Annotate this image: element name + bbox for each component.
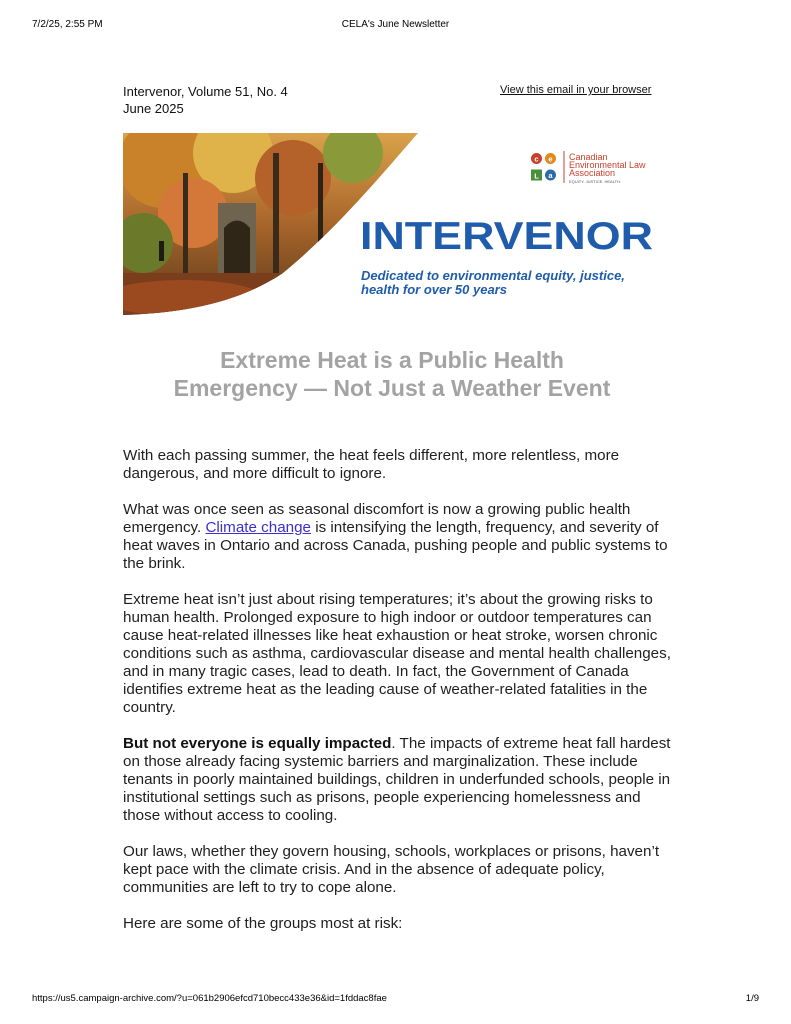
climate-change-link[interactable]: Climate change xyxy=(205,519,311,536)
paragraph-1: With each passing summer, the heat feels different, more relentless, more dangerous, and more difficult to ignore. xyxy=(123,447,620,482)
headline-line2: Emergency — Not Just a Weather Event xyxy=(173,375,611,401)
logo-letter-c: c xyxy=(534,154,539,164)
org-name-line3: Association xyxy=(569,168,616,178)
org-name-line2: Environmental Law xyxy=(569,160,646,170)
page-number: 1/9 xyxy=(745,993,759,1004)
cela-logo xyxy=(531,151,646,184)
logo-letter-e: e xyxy=(548,154,553,164)
article-body xyxy=(123,447,673,951)
paragraph-2-intro: What was once seen as seasonal discomfort is now a growing public health emergency. xyxy=(123,501,631,536)
issue-info xyxy=(123,83,288,117)
view-in-browser-link[interactable]: View this email in your browser xyxy=(500,84,652,96)
paragraph-4-emphasis: But not everyone is equally impacted xyxy=(123,735,392,752)
print-header xyxy=(0,19,791,33)
paragraph-2-rest: is intensifying the length, frequency, and severity of heat waves in Ontario and across Canada, pushing people and public systems to the brink. xyxy=(123,519,668,572)
print-url: https://us5.campaign-archive.com/?u=061b2906efcd710becc433e36&id=1fddac8fae xyxy=(32,993,387,1004)
org-tagline: EQUITY. JUSTICE. HEALTH. xyxy=(569,179,622,184)
print-footer xyxy=(0,993,791,1007)
paragraph-3: Extreme heat isn’t just about rising temperatures; it’s about the growing risks to human health. Prolonged exposure to high indoor or outdoor temperatures can cause heat-related illnesses like heat exhaustion or heat stroke, worsen chronic conditions such as asthma, cardiovascular disease and mental health challenges, and in many tragic cases, lead to death. In fact, the Government of Canada identifies extreme heat as the leading cause of weather-related fatalities in the country. xyxy=(123,591,671,716)
print-datetime: 7/2/25, 2:55 PM xyxy=(32,19,103,30)
banner-subtitle-line2: health for over 50 years xyxy=(361,282,507,297)
banner-title: INTERVENOR xyxy=(360,215,653,258)
banner-subtitle-line1: Dedicated to environmental equity, justice, xyxy=(361,268,625,283)
issue-date: June 2025 xyxy=(123,101,184,116)
logo-letter-a: a xyxy=(548,171,553,180)
paragraph-5: Our laws, whether they govern housing, schools, workplaces or prisons, haven’t kept pace with the climate crisis. And in the absence of adequate policy, communities are left to try to cope alone. xyxy=(123,843,660,896)
headline-line1: Extreme Heat is a Public Health xyxy=(220,347,564,373)
paragraph-2 xyxy=(123,501,673,573)
article-headline xyxy=(123,346,661,402)
paragraph-6: Here are some of the groups most at risk: xyxy=(123,915,403,932)
print-document-title: CELA's June Newsletter xyxy=(341,19,450,30)
org-name-line1: Canadian xyxy=(569,152,608,162)
banner-graphic xyxy=(123,133,661,315)
issue-volume: Intervenor, Volume 51, No. 4 xyxy=(123,84,288,99)
intervenor-banner xyxy=(123,133,661,315)
paragraph-4-rest: . The impacts of extreme heat fall hardest on those already facing systemic barriers and marginalization. These include tenants in poorly maintained buildings, children in underfunded schools, people in institutional settings such as prisons, people experiencing homelessness and those without access to cooling. xyxy=(123,735,671,824)
logo-letter-l: L xyxy=(534,171,539,181)
paragraph-4 xyxy=(123,735,673,825)
